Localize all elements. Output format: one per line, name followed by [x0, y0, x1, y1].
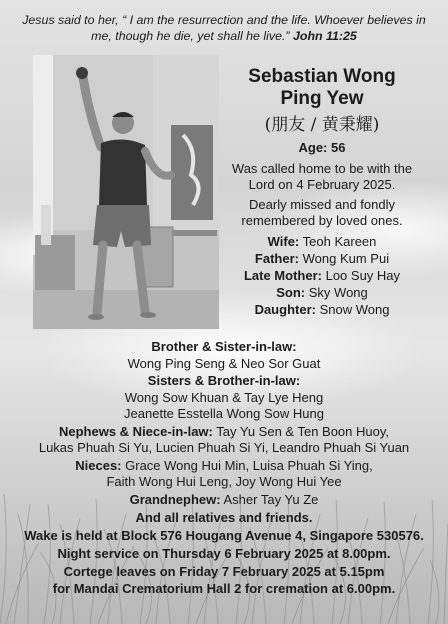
age-value: 56	[331, 140, 346, 155]
grandnephew-name: Asher Tay Yu Ze	[223, 491, 319, 507]
daughter-label: Daughter:	[254, 302, 316, 317]
brother-label: Brother & Sister-in-law:	[151, 339, 297, 354]
sisters-label: Sisters & Brother-in-law:	[147, 373, 301, 388]
quote-text: Jesus said to her, “ I am the resurrection and the life. Whoever believes in me, though he die, yet shall he live.”	[22, 13, 426, 43]
late-mother-name: Loo Suy Hay	[325, 268, 401, 283]
family-daughter	[222, 301, 422, 318]
wife-label: Wife:	[267, 234, 300, 249]
late-mother-label: Late Mother:	[243, 268, 322, 283]
son-label: Son:	[276, 285, 306, 300]
bible-quote	[14, 12, 434, 44]
nieces-names-line1: Grace Wong Hui Min, Luisa Phuah Si Ying,	[125, 457, 373, 473]
nieces-names-line2: Faith Wong Hui Leng, Joy Wong Hui Yee	[106, 474, 342, 489]
cortege-text-line1: Cortege leaves on Friday 7 February 2025 at 5.15pm	[63, 564, 385, 579]
nieces-label: Nieces:	[75, 457, 122, 473]
extended-family	[6, 339, 442, 597]
family-wife	[222, 233, 422, 250]
nieces-line1	[6, 458, 442, 475]
deceased-details	[222, 66, 422, 318]
family-late-mother	[222, 267, 422, 284]
grandnephew-label: Grandnephew:	[129, 491, 221, 507]
age	[222, 139, 422, 157]
remembered-text: Dearly missed and fondly remembered by loved ones.	[241, 197, 403, 228]
family-father	[222, 250, 422, 267]
grandnephew-line	[6, 492, 442, 509]
relatives-text: And all relatives and friends.	[135, 510, 313, 525]
nephews-label: Nephews & Niece-in-law:	[59, 423, 213, 439]
night-service-text: Night service on Thursday 6 February 2025 at 8.00pm.	[57, 546, 391, 561]
nephews-names-line2: Lukas Phuah Si Yu, Lucien Phuah Si Yi, Leandro Phuah Si Yuan	[38, 440, 410, 455]
father-name: Wong Kum Pui	[302, 251, 390, 266]
son-name: Sky Wong	[308, 285, 368, 300]
nephews-line1	[6, 424, 442, 441]
chinese-name: (朋友 / 黄秉耀)	[264, 115, 380, 135]
sisters-names-line2: Jeanette Esstella Wong Sow Hung	[124, 406, 324, 421]
quote-reference: John 11:25	[293, 29, 357, 43]
wife-name: Teoh Kareen	[302, 234, 377, 249]
portrait-photo	[33, 55, 219, 329]
cortege-text-line2: for Mandai Crematorium Hall 2 for cremation at 6.00pm.	[52, 581, 396, 596]
father-label: Father:	[254, 251, 299, 266]
nephews-names-line1: Tay Yu Sen & Ten Boon Huoy,	[216, 423, 389, 439]
sisters-names-line1: Wong Sow Khuan & Tay Lye Heng	[124, 389, 324, 405]
age-label: Age:	[298, 140, 328, 155]
called-home-text: Was called home to be with the Lord on 4 February 2025.	[231, 161, 413, 192]
wake-text: Wake is held at Block 576 Hougang Avenue 4, Singapore 530576.	[24, 528, 424, 543]
deceased-name-line2: Ping Yew	[280, 88, 364, 109]
deceased-name-line1: Sebastian Wong	[248, 66, 396, 87]
daughter-name: Snow Wong	[319, 302, 390, 317]
brother-names: Wong Ping Seng & Neo Sor Guat	[127, 355, 321, 371]
family-son	[222, 284, 422, 301]
